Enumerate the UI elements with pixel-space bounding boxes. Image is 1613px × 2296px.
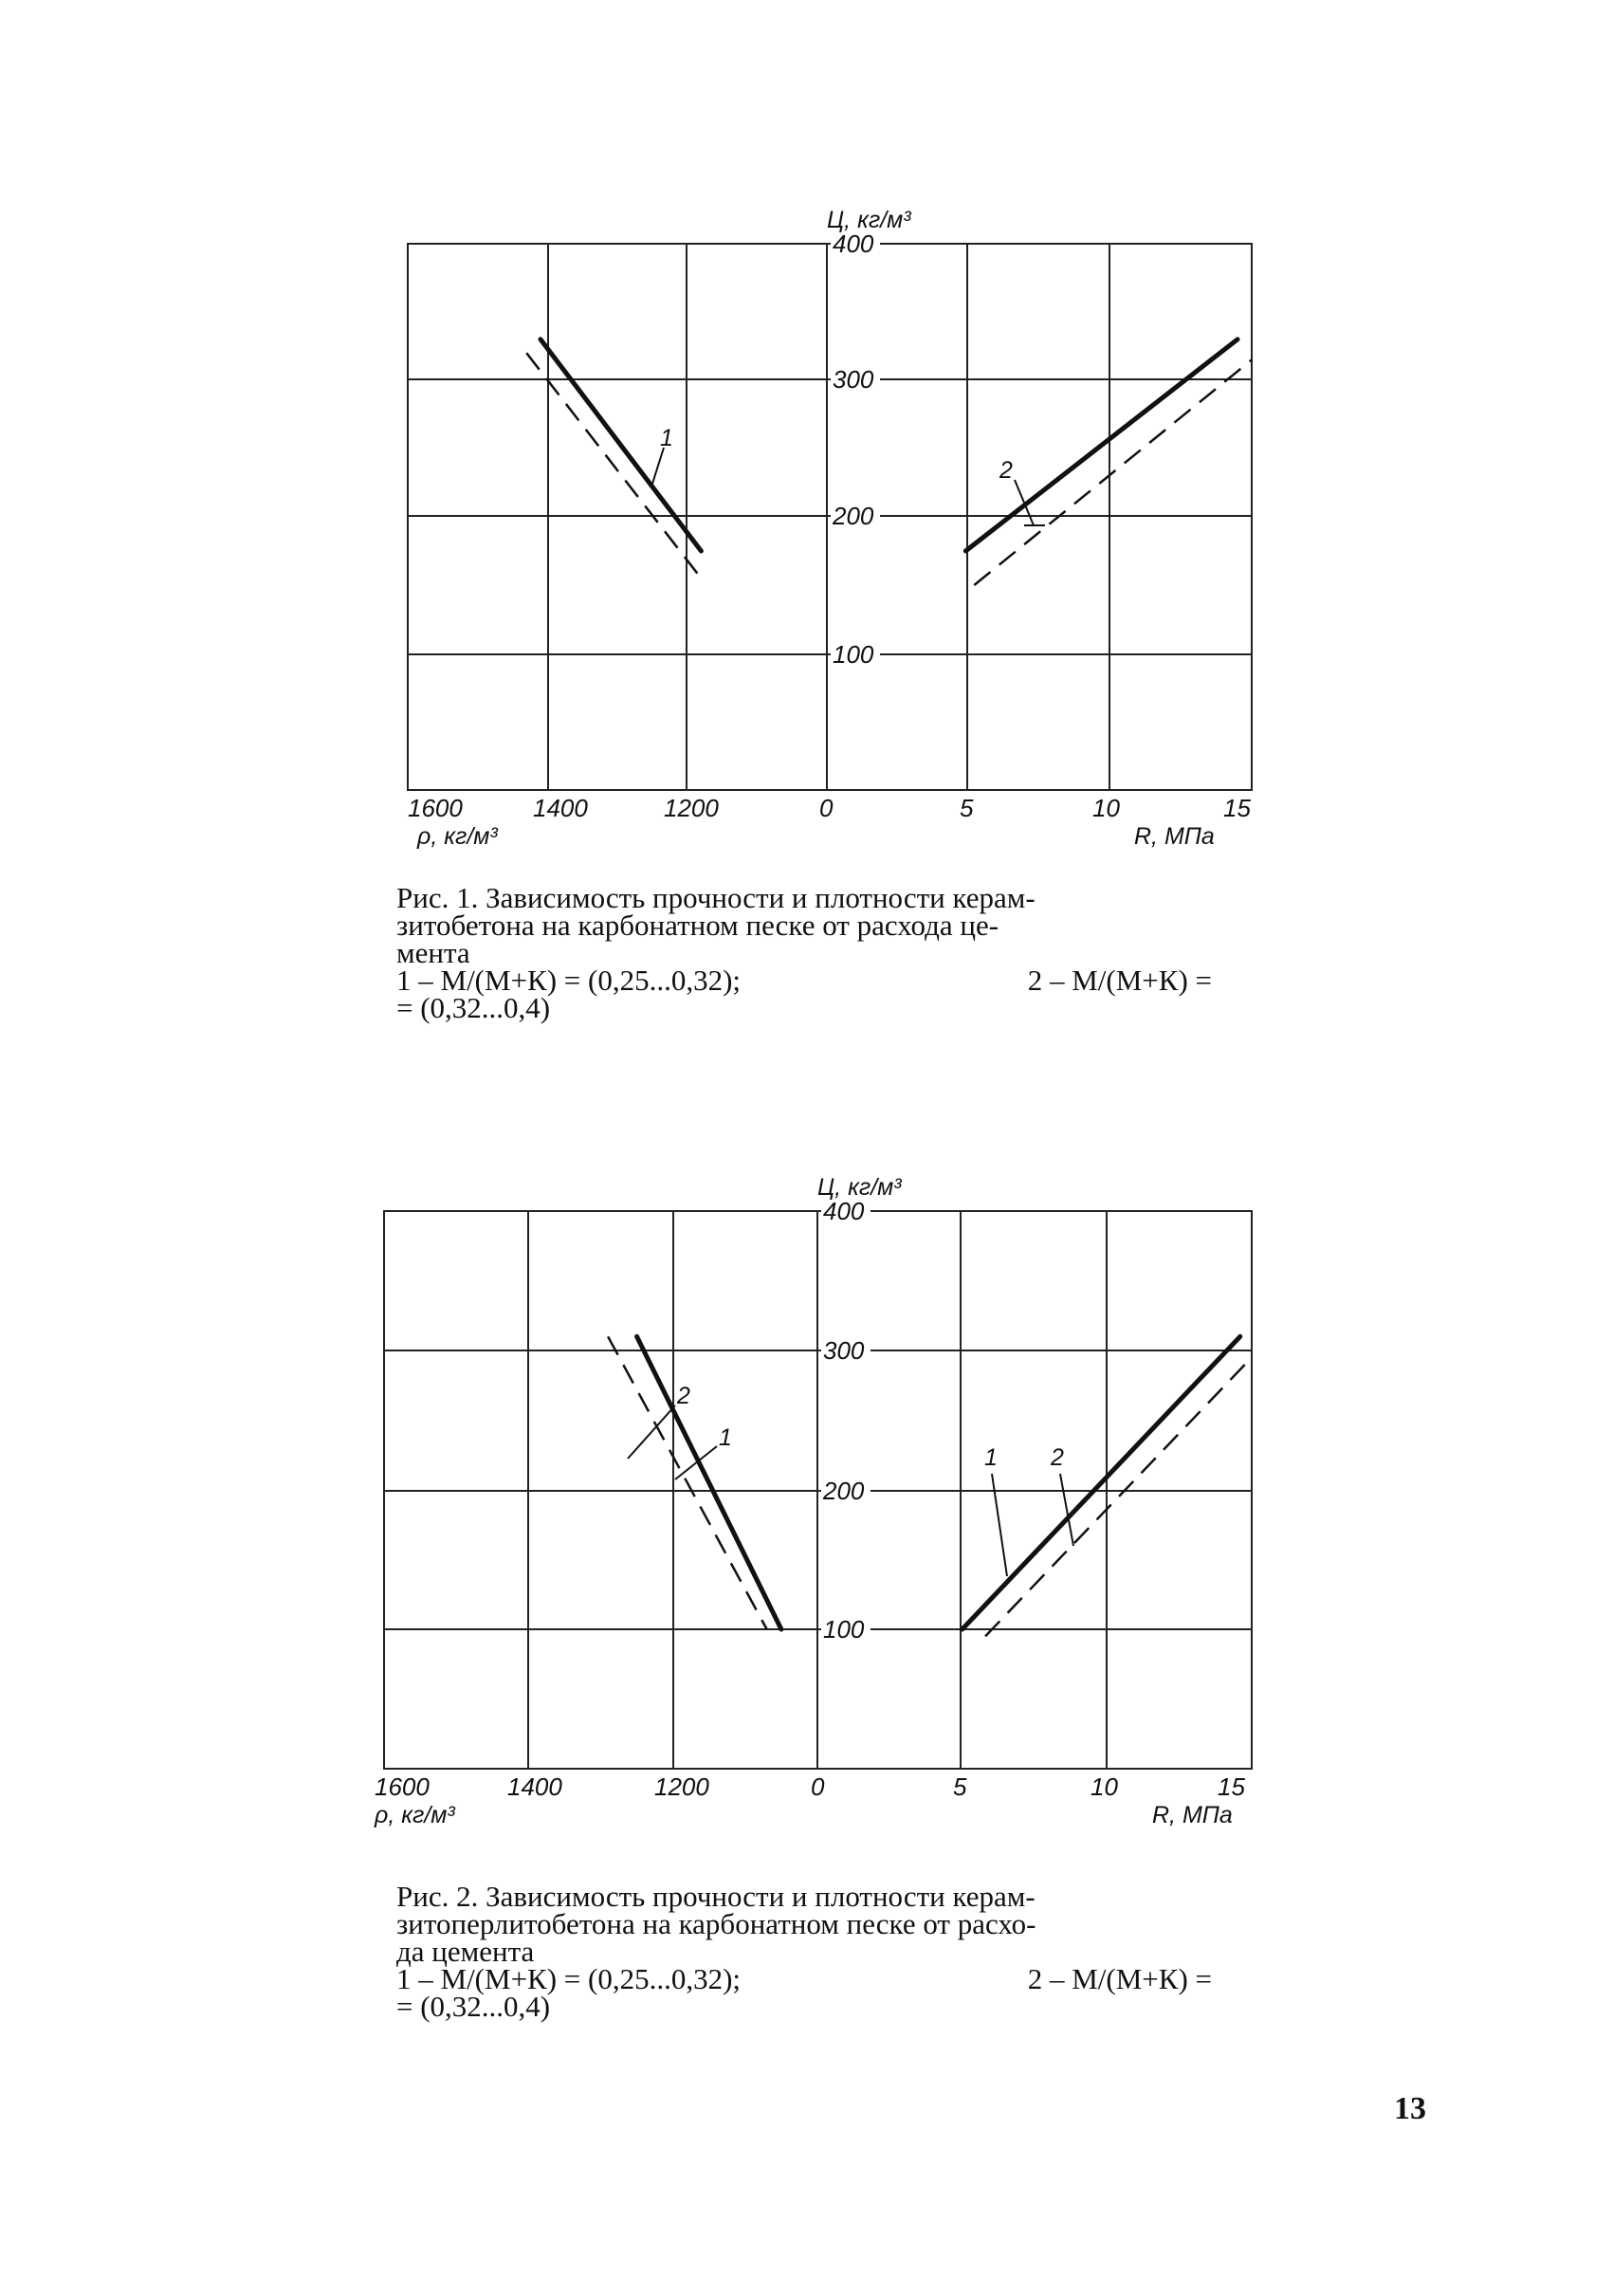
x-left-tick-label: 1200: [664, 794, 719, 822]
x-right-tick-label: 5: [960, 794, 974, 822]
curve-1-density-solid: [637, 1336, 781, 1629]
caption-line: Рис. 1. Зависимость прочности и плотности керам-: [396, 881, 1036, 914]
x-right-tick-label: 0: [819, 794, 834, 822]
curve-1-density-solid: [541, 340, 701, 551]
curve-label: 1: [660, 425, 673, 451]
x-left-tick-label: 1600: [375, 1773, 430, 1801]
figure-1-chart: [0, 190, 1613, 872]
curve-label: 1: [719, 1424, 732, 1451]
leader-line: [628, 1405, 675, 1459]
figure-2-chart: [0, 1157, 1613, 1840]
y-tick-label: 400: [823, 1197, 865, 1225]
caption-line: зитоперлитобетона на карбонатном песке от расхо-: [396, 1907, 1036, 1940]
page-number: 13: [1394, 2091, 1426, 2126]
curve-2-strength-dashed: [985, 1357, 1252, 1636]
grid-lines: [384, 1211, 1252, 1769]
caption-line: зитобетона на карбонатном песке от расхода це-: [396, 909, 999, 942]
curve-label: 2: [1051, 1444, 1064, 1471]
caption-legend-row: [396, 1962, 1212, 1995]
caption-line: Рис. 2. Зависимость прочности и плотности керам-: [396, 1880, 1036, 1913]
y-tick-label: 300: [823, 1336, 865, 1365]
y-tick-label: 100: [823, 1615, 865, 1644]
curve-label: 1: [984, 1444, 998, 1471]
caption-legend-cont: = (0,32...0,4): [396, 1990, 551, 2023]
figure-2-caption: [396, 1880, 1212, 2023]
y-axis-title: Ц, кг/м³: [817, 1174, 902, 1201]
grid-lines: [408, 244, 1252, 790]
y-tick-label: 200: [823, 1477, 865, 1505]
y-tick-label: 100: [833, 640, 874, 669]
caption-legend-2: 2 – М/(М+К) =: [1027, 1962, 1212, 1995]
leader-line: [652, 448, 664, 484]
curve-strength-solid: [965, 340, 1237, 551]
curve-2-density-dashed: [526, 353, 701, 579]
figure-1-caption: [396, 881, 1212, 1024]
caption-line: да цемента: [396, 1935, 535, 1968]
y-tick-label: 300: [833, 365, 874, 394]
curve-1-strength-solid: [962, 1336, 1240, 1629]
x-right-tick-label: 10: [1092, 794, 1120, 822]
leader-line: [992, 1474, 1007, 1576]
x-left-tick-label: 1400: [533, 794, 588, 822]
x-right-tick-label: 5: [953, 1773, 967, 1801]
y-axis-title: Ц, кг/м³: [827, 207, 911, 233]
curve-strength-dashed: [974, 359, 1252, 585]
caption-legend-2: 2 – М/(М+К) =: [1027, 964, 1212, 997]
y-tick-label: 200: [833, 502, 874, 530]
x-left-tick-label: 1400: [507, 1773, 562, 1801]
x-left-tick-label: 1200: [654, 1773, 709, 1801]
caption-legend-row: [396, 964, 1212, 997]
curve-label: 2: [677, 1383, 690, 1409]
curve-label: 2: [999, 457, 1013, 484]
x-right-tick-label: 0: [811, 1773, 825, 1801]
x-right-axis-title: R, МПа: [1152, 1802, 1233, 1828]
curve-2-density-dashed: [608, 1336, 767, 1629]
x-right-axis-title: R, МПа: [1134, 823, 1215, 850]
caption-legend-1: 1 – М/(М+К) = (0,25...0,32);: [396, 1962, 742, 1995]
x-left-axis-title: ρ, кг/м³: [375, 1802, 455, 1828]
caption-legend-cont: = (0,32...0,4): [396, 991, 551, 1024]
x-right-tick-label: 10: [1091, 1773, 1118, 1801]
x-right-tick-label: 15: [1223, 794, 1251, 822]
x-left-tick-label: 1600: [408, 794, 463, 822]
caption-line: мента: [396, 936, 470, 969]
caption-legend-1: 1 – М/(М+К) = (0,25...0,32);: [396, 964, 742, 997]
x-right-tick-label: 15: [1218, 1773, 1245, 1801]
y-tick-label: 400: [833, 230, 874, 258]
x-left-axis-title: ρ, кг/м³: [417, 823, 498, 850]
leader-line: [1060, 1474, 1073, 1546]
